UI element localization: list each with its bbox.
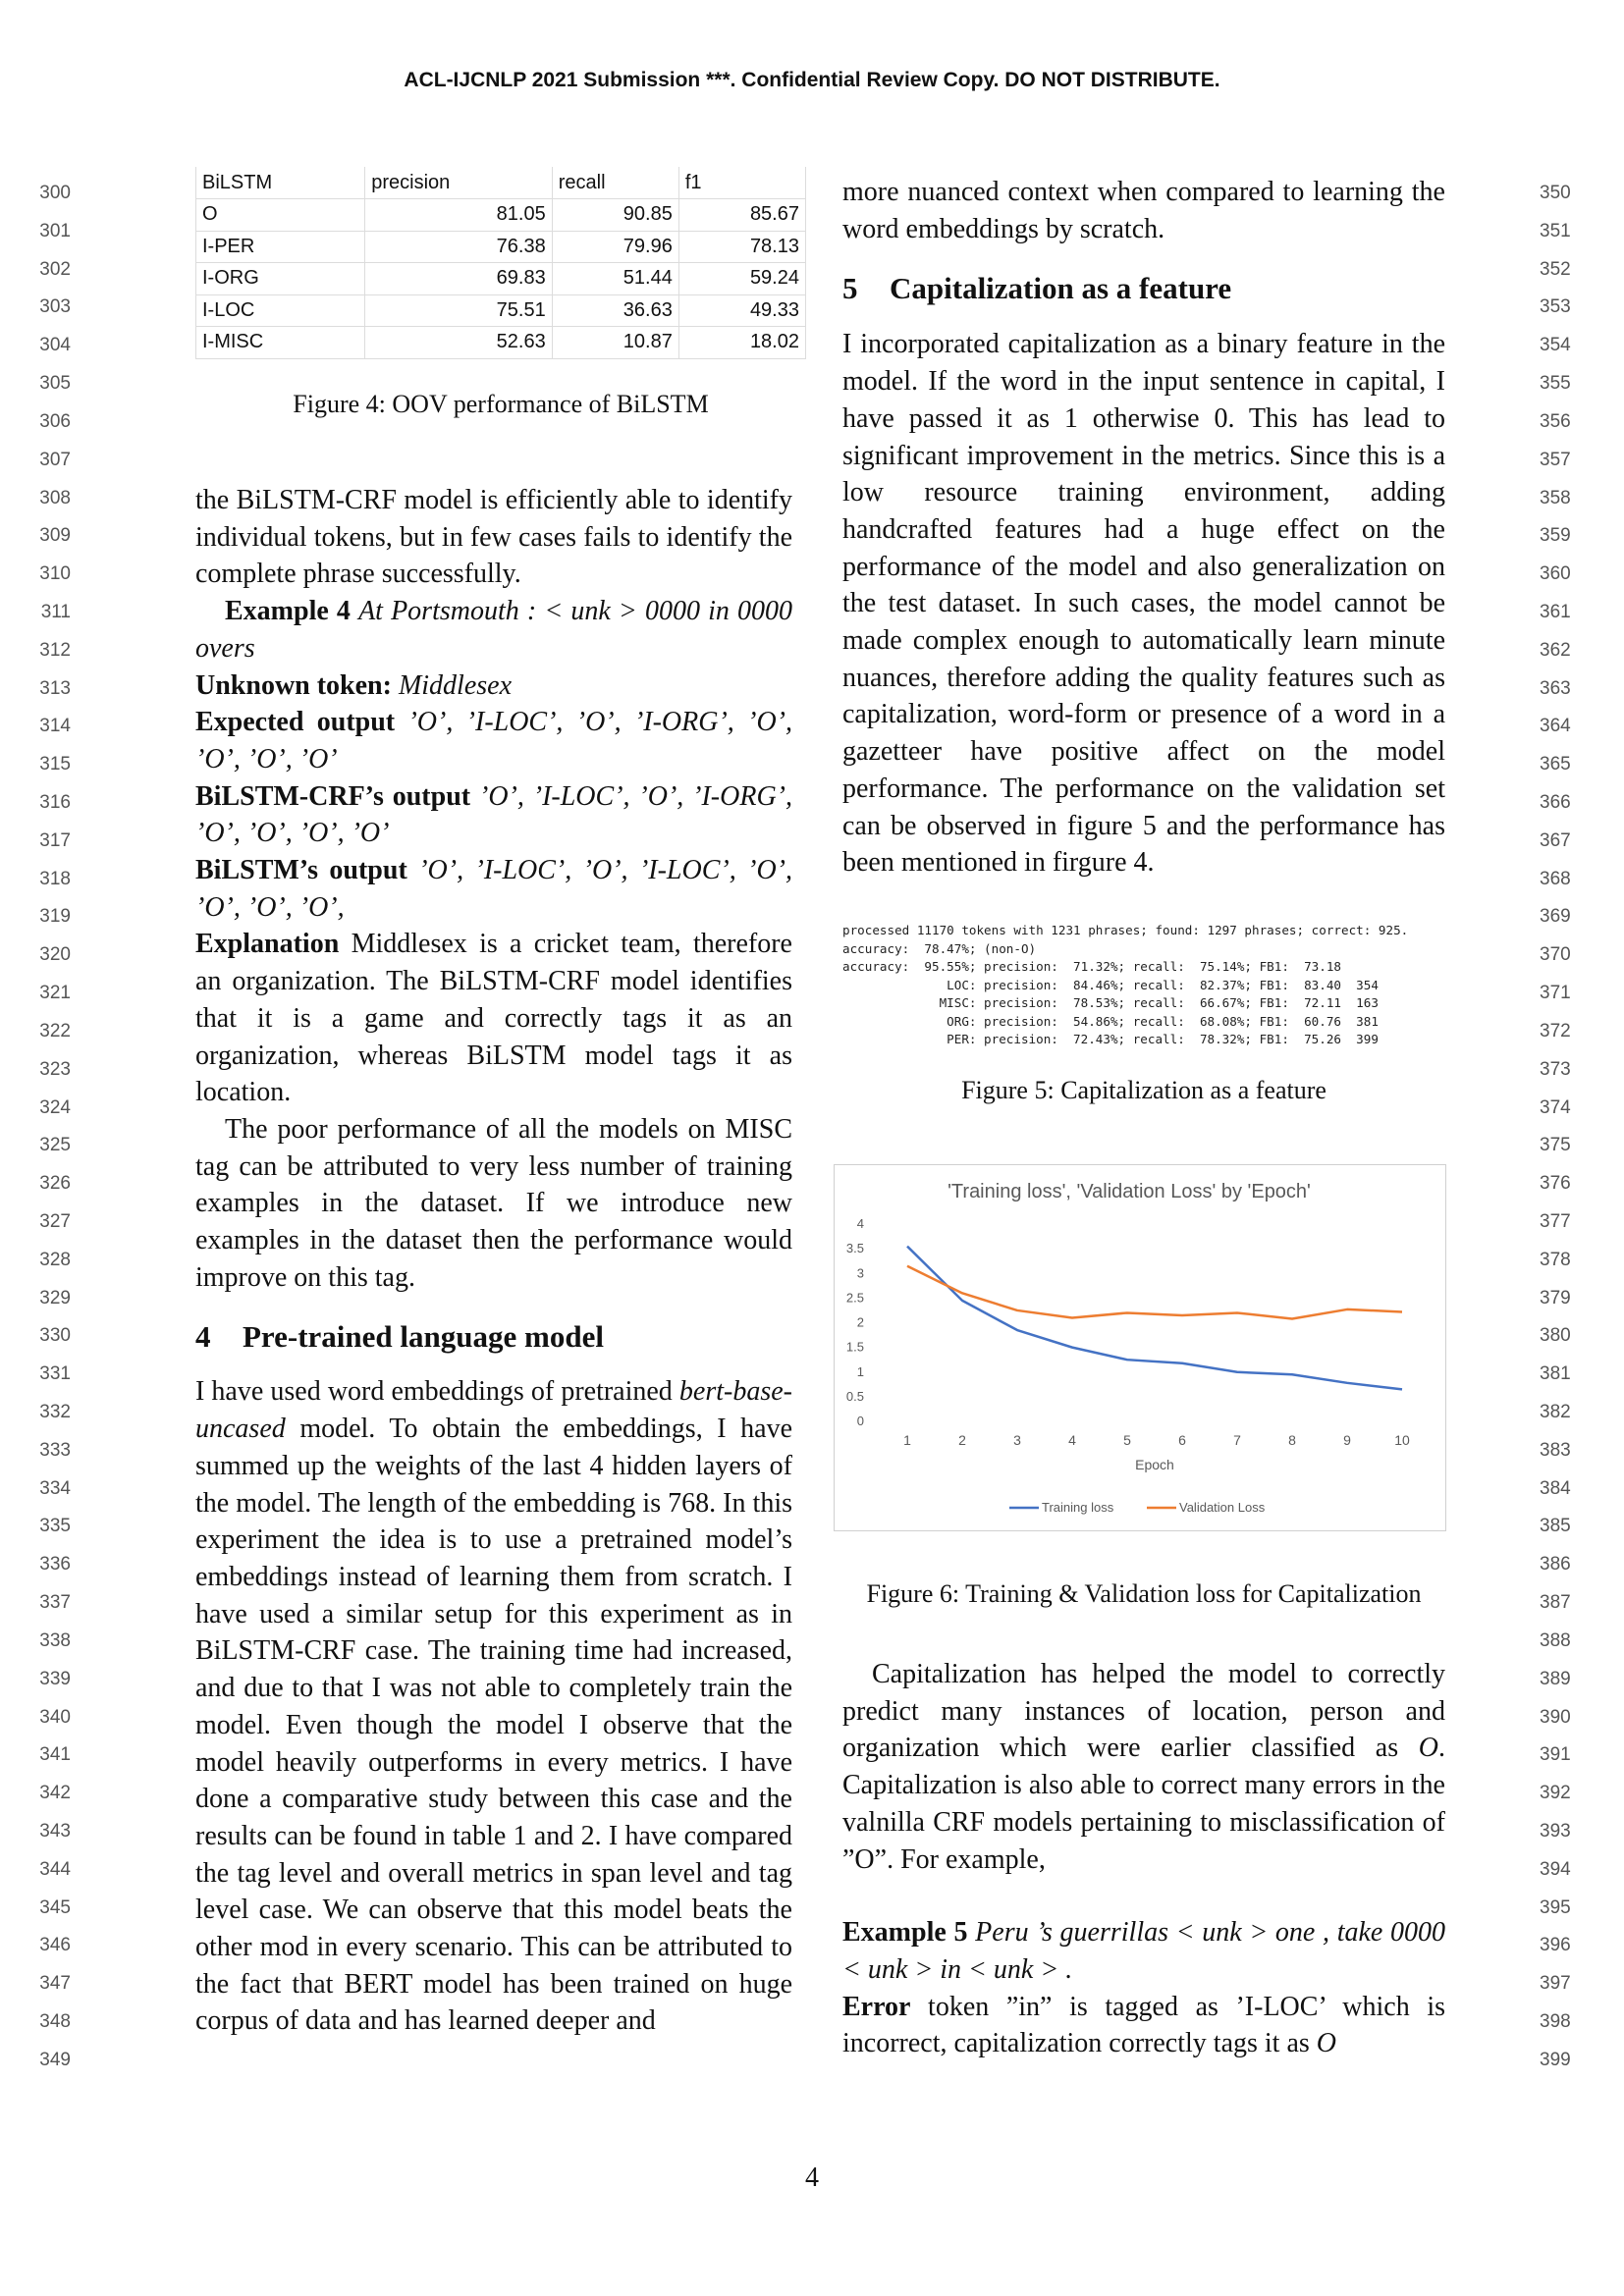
table-cell: I-ORG bbox=[196, 263, 365, 295]
line-number: 395 bbox=[1540, 1896, 1571, 1918]
line-number: 397 bbox=[1540, 1973, 1571, 1995]
legend-label: Validation Loss bbox=[1179, 1500, 1266, 1515]
line-number: 389 bbox=[1540, 1668, 1571, 1689]
line-number: 317 bbox=[39, 829, 71, 851]
table-cell: 52.63 bbox=[365, 327, 553, 359]
line-number: 352 bbox=[1540, 258, 1571, 280]
line-number: 332 bbox=[39, 1402, 71, 1422]
line-number: 347 bbox=[39, 1973, 71, 1995]
table-cell: 90.85 bbox=[552, 199, 678, 232]
line-number: 342 bbox=[39, 1783, 71, 1804]
line-number: 316 bbox=[39, 792, 71, 813]
example-text: At Portsmouth : < unk > 0000 in 0000 overs bbox=[195, 596, 793, 664]
line-number: 376 bbox=[1540, 1173, 1571, 1195]
console-line: LOC: precision: 84.46%; recall: 82.37%; FB1: 83.40 354 bbox=[842, 977, 1379, 992]
line-number: 387 bbox=[1540, 1592, 1571, 1614]
line-number: 326 bbox=[39, 1173, 71, 1195]
line-number: 362 bbox=[1540, 639, 1571, 661]
y-tick-label: 1 bbox=[856, 1363, 864, 1379]
oov-table-header bbox=[196, 167, 806, 199]
y-tick-label: 1.5 bbox=[845, 1339, 864, 1355]
table-header-cell: BiLSTM bbox=[196, 167, 365, 199]
line-number: 302 bbox=[39, 258, 71, 280]
line-number: 350 bbox=[1540, 183, 1571, 203]
line-number: 335 bbox=[39, 1516, 71, 1537]
x-tick-label: 9 bbox=[1343, 1432, 1351, 1448]
line-number: 313 bbox=[39, 677, 71, 699]
loss-chart bbox=[834, 1164, 1446, 1531]
table-cell: 51.44 bbox=[552, 263, 678, 295]
line-numbers-right bbox=[1540, 175, 1581, 2080]
text-span: I have used word embeddings of pretrained bbox=[195, 1376, 679, 1408]
table-cell: I-LOC bbox=[196, 294, 365, 327]
line-number: 396 bbox=[1540, 1935, 1571, 1956]
line-number: 308 bbox=[39, 487, 71, 508]
line-number: 383 bbox=[1540, 1439, 1571, 1461]
x-tick-label: 4 bbox=[1068, 1432, 1076, 1448]
console-line: PER: precision: 72.43%; recall: 78.32%; FB1: 75.26 399 bbox=[842, 1032, 1379, 1046]
section-title: Pre-trained language model bbox=[243, 1319, 604, 1355]
line-number: 311 bbox=[40, 601, 71, 622]
line-number: 392 bbox=[1540, 1783, 1571, 1804]
x-tick-label: 6 bbox=[1178, 1432, 1186, 1448]
y-tick-label: 3.5 bbox=[845, 1241, 864, 1256]
example-4 bbox=[195, 593, 792, 667]
example-text: Peru ’s guerrillas < unk > one , take 0000 < unk > in < unk > . bbox=[842, 1917, 1446, 1985]
line-number: 391 bbox=[1540, 1744, 1571, 1766]
unknown-text: Middlesex bbox=[398, 669, 513, 701]
x-tick-label: 10 bbox=[1394, 1432, 1410, 1448]
table-cell: O bbox=[196, 199, 365, 232]
line-number: 338 bbox=[39, 1629, 71, 1651]
line-number: 348 bbox=[39, 2011, 71, 2032]
line-number: 300 bbox=[39, 183, 71, 203]
line-number: 378 bbox=[1540, 1249, 1571, 1270]
line-number: 372 bbox=[1540, 1020, 1571, 1041]
line-number: 368 bbox=[1540, 868, 1571, 889]
line-number: 371 bbox=[1540, 983, 1571, 1004]
line-number: 353 bbox=[1540, 296, 1571, 318]
line-number: 301 bbox=[39, 220, 71, 241]
line-number: 312 bbox=[39, 639, 71, 661]
line-number: 322 bbox=[39, 1020, 71, 1041]
console-line: accuracy: 95.55%; precision: 71.32%; recall: 75.14%; FB1: 73.18 bbox=[842, 959, 1341, 974]
x-axis-label: Epoch bbox=[1135, 1457, 1174, 1472]
paragraph: The poor performance of all the models on MISC tag can be attributed to very less number of training examples in the dataset. If we introduce new examples in the dataset then the performance would improve on this tag. bbox=[195, 1113, 792, 1293]
table-cell: I-MISC bbox=[196, 327, 365, 359]
bilstm-text: ’O’, ’I-LOC’, ’O’, ’I-LOC’, ’O’, ’O’, ’O’, ’O’, bbox=[195, 855, 793, 923]
bilstm-output bbox=[195, 852, 792, 926]
y-tick-label: 0 bbox=[856, 1414, 864, 1428]
line-number: 370 bbox=[1540, 944, 1571, 966]
table-cell: 79.96 bbox=[552, 231, 678, 263]
line-number: 319 bbox=[39, 906, 71, 928]
line-number: 344 bbox=[39, 1858, 71, 1880]
table-row bbox=[196, 327, 806, 359]
line-number: 345 bbox=[39, 1896, 71, 1918]
line-number: 318 bbox=[39, 868, 71, 889]
expected-text: ’O’, ’I-LOC’, ’O’, ’I-ORG’, ’O’, ’O’, ’O’, ’O’ bbox=[195, 707, 793, 774]
bilstm-label: BiLSTM’s output bbox=[195, 855, 407, 886]
section-4-heading bbox=[195, 1317, 792, 1357]
y-tick-label: 2.5 bbox=[845, 1290, 864, 1306]
x-tick-label: 5 bbox=[1123, 1432, 1131, 1448]
line-number: 377 bbox=[1540, 1210, 1571, 1232]
line-number: 363 bbox=[1540, 677, 1571, 699]
oov-table bbox=[195, 167, 806, 359]
error-text: token ”in” is tagged as ’I-LOC’ which is incorrect, capitalization correctly tags it as bbox=[842, 1991, 1445, 2059]
line-number: 373 bbox=[1540, 1058, 1571, 1080]
line-number: 374 bbox=[1540, 1096, 1571, 1118]
right-column-top bbox=[842, 174, 1445, 881]
line-number: 382 bbox=[1540, 1402, 1571, 1422]
line-number: 334 bbox=[39, 1477, 71, 1499]
crf-label: BiLSTM-CRF’s output bbox=[195, 780, 471, 812]
line-number: 369 bbox=[1540, 906, 1571, 928]
line-number: 328 bbox=[39, 1249, 71, 1270]
line-number: 327 bbox=[39, 1210, 71, 1232]
line-numbers-left bbox=[29, 175, 71, 2080]
line-number: 354 bbox=[1540, 335, 1571, 356]
line-number: 355 bbox=[1540, 373, 1571, 395]
line-number: 337 bbox=[39, 1592, 71, 1614]
unknown-label: Unknown token: bbox=[195, 669, 392, 701]
model-name: bert-base-uncased bbox=[195, 1376, 792, 1445]
line-number: 340 bbox=[39, 1706, 71, 1728]
table-cell: 78.13 bbox=[678, 231, 805, 263]
section-title: Capitalization as a feature bbox=[890, 271, 1232, 306]
paragraph bbox=[195, 1373, 792, 2040]
text-span: model. To obtain the embeddings, I have summed up the weights of the last 4 hidden layers of the model. The length of the embedding is 768. In this experiment the idea is to use a pretrained model’s embeddings instead of learning them from scratch. I have used a similar setup for this experiment as in BiLSTM-CRF case. The training time had increased, and due to that I was not able to completely train the model. Even though the model I observe that the model heavily outperforms in every metrics. I have done a comparative study between this case and the results can be found in table 1 and 2. I have compared the tag level and overall metrics in span level and tag level case. We can observe that this model beats the other mod in every scenario. This can be attributed to the fact that BERT model has been trained on huge corpus of data and has learned deeper and bbox=[195, 1414, 792, 2037]
line-number: 309 bbox=[39, 525, 71, 547]
chart-title: 'Training loss', 'Validation Loss' by 'Epoch' bbox=[947, 1181, 1311, 1202]
y-tick-label: 4 bbox=[856, 1216, 864, 1231]
line-number: 336 bbox=[39, 1554, 71, 1575]
error-note bbox=[842, 1989, 1445, 2062]
x-tick-label: 8 bbox=[1288, 1432, 1296, 1448]
table-cell: 59.24 bbox=[678, 263, 805, 295]
section-number: 4 bbox=[195, 1319, 211, 1355]
table-cell: 85.67 bbox=[678, 199, 805, 232]
line-number: 349 bbox=[39, 2049, 71, 2070]
table-cell: 18.02 bbox=[678, 327, 805, 359]
line-number: 351 bbox=[1540, 220, 1571, 241]
line-number: 346 bbox=[39, 1935, 71, 1956]
console-line: ORG: precision: 54.86%; recall: 68.08%; FB1: 60.76 381 bbox=[842, 1013, 1379, 1029]
right-column-bottom bbox=[842, 1656, 1445, 2062]
paragraph: more nuanced context when compared to learning the word embeddings by scratch. bbox=[842, 177, 1445, 244]
line-number: 339 bbox=[39, 1668, 71, 1689]
error-label: Error bbox=[842, 1991, 911, 2022]
figure-4-caption: Figure 4: OOV performance of BiLSTM bbox=[293, 390, 709, 418]
line-number: 310 bbox=[39, 563, 71, 585]
line-number: 307 bbox=[39, 449, 71, 470]
page-header: ACL-IJCNLP 2021 Submission ***. Confidential Review Copy. DO NOT DISTRIBUTE. bbox=[404, 69, 1220, 91]
example-label: Example 5 bbox=[842, 1917, 968, 1949]
table-cell: 81.05 bbox=[365, 199, 553, 232]
y-tick-label: 2 bbox=[856, 1314, 864, 1330]
line-number: 333 bbox=[39, 1439, 71, 1461]
table-header-cell: precision bbox=[365, 167, 553, 199]
crf-output bbox=[195, 778, 792, 852]
table-row bbox=[196, 294, 806, 327]
table-cell: 36.63 bbox=[552, 294, 678, 327]
table-cell: 76.38 bbox=[365, 231, 553, 263]
loss-chart-svg bbox=[835, 1165, 1444, 1529]
figure-6-caption: Figure 6: Training & Validation loss for Capitalization bbox=[866, 1579, 1422, 1608]
explanation-text: Middlesex is a cricket team, therefore an organization. The BiLSTM-CRF model identifies that it is a game and correctly tags it as an organization, whereas BiLSTM model tags it as location. bbox=[195, 929, 792, 1108]
line-number: 399 bbox=[1540, 2049, 1571, 2070]
line-number: 343 bbox=[39, 1820, 71, 1842]
table-cell: 75.51 bbox=[365, 294, 553, 327]
table-row bbox=[196, 199, 806, 232]
table-cell: 10.87 bbox=[552, 327, 678, 359]
line-number: 359 bbox=[1540, 525, 1571, 547]
y-tick-label: 0.5 bbox=[845, 1388, 864, 1404]
line-number: 380 bbox=[1540, 1325, 1571, 1347]
x-tick-label: 2 bbox=[958, 1432, 966, 1448]
line-number: 320 bbox=[39, 944, 71, 966]
line-number: 364 bbox=[1540, 716, 1571, 737]
line-number: 375 bbox=[1540, 1135, 1571, 1156]
line-number: 315 bbox=[39, 754, 71, 775]
x-tick-label: 3 bbox=[1013, 1432, 1021, 1448]
example-5 bbox=[842, 1914, 1445, 1988]
line-number: 360 bbox=[1540, 563, 1571, 585]
line-number: 381 bbox=[1540, 1363, 1571, 1385]
text-span: Capitalization has helped the model to correctly predict many instances of location, person and organization which were earlier classified as bbox=[842, 1659, 1445, 1764]
section-5-heading bbox=[842, 269, 1445, 308]
y-tick-label: 3 bbox=[856, 1265, 864, 1281]
line-number: 393 bbox=[1540, 1820, 1571, 1842]
line-number: 388 bbox=[1540, 1629, 1571, 1651]
line-number: 325 bbox=[39, 1135, 71, 1156]
line-number: 330 bbox=[39, 1325, 71, 1347]
line-number: 323 bbox=[39, 1058, 71, 1080]
class-o: O bbox=[1316, 2028, 1337, 2059]
line-number: 306 bbox=[39, 410, 71, 432]
table-cell: 49.33 bbox=[678, 294, 805, 327]
unknown-token bbox=[195, 667, 792, 705]
left-column bbox=[195, 482, 792, 2040]
line-number: 386 bbox=[1540, 1554, 1571, 1575]
example-label: Example 4 bbox=[225, 596, 351, 627]
line-number: 304 bbox=[39, 335, 71, 356]
line-number: 331 bbox=[39, 1363, 71, 1385]
line-number: 324 bbox=[39, 1096, 71, 1118]
paragraph: I incorporated capitalization as a binary feature in the model. If the word in the input sentence in capital, I have passed it as 1 otherwise 0. This has lead to significant improvement in the metrics. Since this is a low resource training environment, adding handcrafted features had a huge effect on the performance of the model and also generalization on the test dataset. In such cases, the model cannot be made complex enough to automatically learn minute nuances, therefore adding the quality features such as capitalization, word-form or presence of a word in a gazetteer have positive affect on the model performance. The performance on the validation set can be observed in figure 5 and the performance has been mentioned in firgure 4. bbox=[842, 329, 1445, 879]
line-number: 390 bbox=[1540, 1706, 1571, 1728]
crf-text: ’O’, ’I-LOC’, ’O’, ’I-ORG’, ’O’, ’O’, ’O’, ’O’ bbox=[195, 780, 792, 849]
line-number: 356 bbox=[1540, 410, 1571, 432]
text-span: . Capitalization is also able to correct many errors in the valnilla CRF models pertaining to misclassification of ”O”. For example, bbox=[842, 1733, 1445, 1875]
explanation-label: Explanation bbox=[195, 929, 340, 960]
page-number: 4 bbox=[805, 2163, 819, 2193]
table-row bbox=[196, 263, 806, 295]
line-number: 303 bbox=[39, 296, 71, 318]
conlleval-output bbox=[842, 922, 1408, 1049]
line-number: 361 bbox=[1540, 601, 1571, 622]
legend-label: Training loss bbox=[1042, 1500, 1114, 1515]
section-number: 5 bbox=[842, 271, 858, 306]
paragraph bbox=[842, 1656, 1445, 1878]
line-number: 357 bbox=[1540, 449, 1571, 470]
line-number: 398 bbox=[1540, 2011, 1571, 2032]
class-o: O bbox=[1418, 1733, 1438, 1764]
table-header-cell: f1 bbox=[678, 167, 805, 199]
explanation bbox=[195, 926, 792, 1111]
table-row bbox=[196, 231, 806, 263]
line-number: 385 bbox=[1540, 1516, 1571, 1537]
line-number: 379 bbox=[1540, 1287, 1571, 1308]
expected-label: Expected output bbox=[195, 707, 396, 738]
line-number: 314 bbox=[39, 716, 71, 737]
console-line: accuracy: 78.47%; (non-O) bbox=[842, 940, 1037, 956]
line-number: 384 bbox=[1540, 1477, 1571, 1499]
console-line: MISC: precision: 78.53%; recall: 66.67%; FB1: 72.11 163 bbox=[842, 995, 1379, 1010]
series-line bbox=[907, 1247, 1402, 1390]
expected-output bbox=[195, 704, 792, 777]
line-number: 341 bbox=[39, 1744, 71, 1766]
line-number: 365 bbox=[1540, 754, 1571, 775]
paragraph: the BiLSTM-CRF model is efficiently able to identify individual tokens, but in few cases fails to identify the complete phrase successfully. bbox=[195, 485, 792, 590]
table-header-cell: recall bbox=[552, 167, 678, 199]
line-number: 366 bbox=[1540, 792, 1571, 813]
figure-5-caption: Figure 5: Capitalization as a feature bbox=[961, 1076, 1326, 1104]
x-tick-label: 7 bbox=[1233, 1432, 1241, 1448]
table-cell: 69.83 bbox=[365, 263, 553, 295]
x-tick-label: 1 bbox=[903, 1432, 911, 1448]
line-number: 305 bbox=[39, 373, 71, 395]
line-number: 394 bbox=[1540, 1858, 1571, 1880]
line-number: 321 bbox=[39, 983, 71, 1004]
console-line: processed 11170 tokens with 1231 phrases; found: 1297 phrases; correct: 925. bbox=[842, 923, 1409, 937]
line-number: 358 bbox=[1540, 487, 1571, 508]
line-number: 329 bbox=[39, 1287, 71, 1308]
table-cell: I-PER bbox=[196, 231, 365, 263]
line-number: 367 bbox=[1540, 829, 1571, 851]
